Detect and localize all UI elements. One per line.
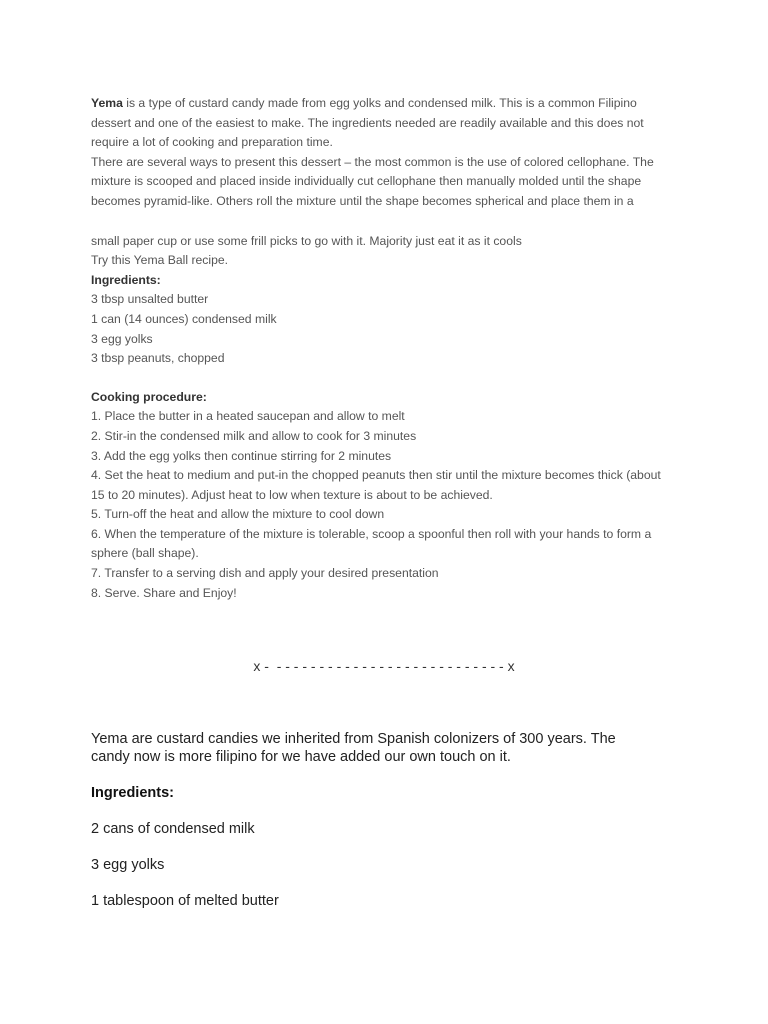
part2-intro-line: candy now is more filipino for we have added our own touch on it. (91, 749, 511, 765)
ingredient-item: 3 tbsp unsalted butter (91, 292, 209, 307)
procedure-line: 5. Turn-off the heat and allow the mixture to cool down (91, 507, 385, 522)
intro-line: require a lot of cooking and preparation time. (91, 135, 333, 150)
part2-intro-line: Yema are custard candies we inherited from Spanish colonizers of 300 years. The (91, 731, 616, 747)
intro-line: mixture is scooped and placed inside individually cut cellophane then manually molded until the shape (91, 174, 642, 189)
intro-bold-word: Yema (91, 96, 123, 110)
procedure-line: 3. Add the egg yolks then continue stirring for 2 minutes (91, 448, 392, 463)
procedure-heading (91, 388, 691, 408)
continued-line: Try this Yema Ball recipe. (91, 253, 229, 268)
intro-line: There are several ways to present this dessert – the most common is the use of colored cellophane. The (91, 154, 654, 169)
procedure-line: 2. Stir-in the condensed milk and allow to cook for 3 minutes (91, 428, 417, 443)
section-divider: x - - - - - - - - - - - - - - - - - - - - - - - - - - - - x (253, 658, 515, 674)
procedure-line: 4. Set the heat to medium and put-in the chopped peanuts then stir until the mixture becomes thick (about (91, 468, 661, 483)
procedure-line: 8. Serve. Share and Enjoy! (91, 585, 237, 600)
section-gap (91, 369, 691, 388)
procedure-line: sphere (ball shape). (91, 546, 199, 561)
part2-ingredient-item: 2 cans of condensed milk (91, 821, 255, 837)
part2-ingredient-item: 1 tablespoon of melted butter (91, 893, 279, 909)
part2-ingredients-heading-text: Ingredients: (91, 785, 174, 801)
part2-ingredient-item: 3 egg yolks (91, 857, 165, 873)
procedure-heading-text: Cooking procedure: (91, 389, 207, 404)
recipe-part-one (91, 94, 691, 603)
intro-line: dessert and one of the easiest to make. The ingredients needed are readily available and this does not (91, 115, 644, 130)
ingredient-item: 1 can (14 ounces) condensed milk (91, 311, 277, 326)
section-gap (91, 766, 691, 784)
procedure-line: 7. Transfer to a serving dish and apply your desired presentation (91, 566, 439, 581)
section-gap (91, 802, 691, 820)
ingredient-item: 3 egg yolks (91, 331, 153, 346)
section-gap (91, 874, 691, 892)
intro-paragraph (91, 94, 691, 114)
part2-ingredients-heading (91, 784, 691, 802)
procedure-line: 1. Place the butter in a heated saucepan and allow to melt (91, 409, 405, 424)
page-gap (91, 212, 691, 232)
ingredient-item: 3 tbsp peanuts, chopped (91, 351, 225, 366)
continued-line: small paper cup or use some frill picks to go with it. Majority just eat it as it cools (91, 233, 522, 248)
section-gap (91, 838, 691, 856)
ingredients-heading-text: Ingredients: (91, 272, 161, 287)
procedure-line: 15 to 20 minutes). Adjust heat to low when texture is about to be achieved. (91, 487, 493, 502)
ingredients-heading (91, 271, 691, 291)
recipe-part-two (91, 730, 691, 910)
procedure-line: 6. When the temperature of the mixture is tolerable, scoop a spoonful then roll with your hands to form a (91, 526, 652, 541)
intro-line: becomes pyramid-like. Others roll the mixture until the shape becomes spherical and place them in a (91, 193, 634, 208)
intro-line: is a type of custard candy made from egg yolks and condensed milk. This is a common Filipino (122, 96, 637, 110)
